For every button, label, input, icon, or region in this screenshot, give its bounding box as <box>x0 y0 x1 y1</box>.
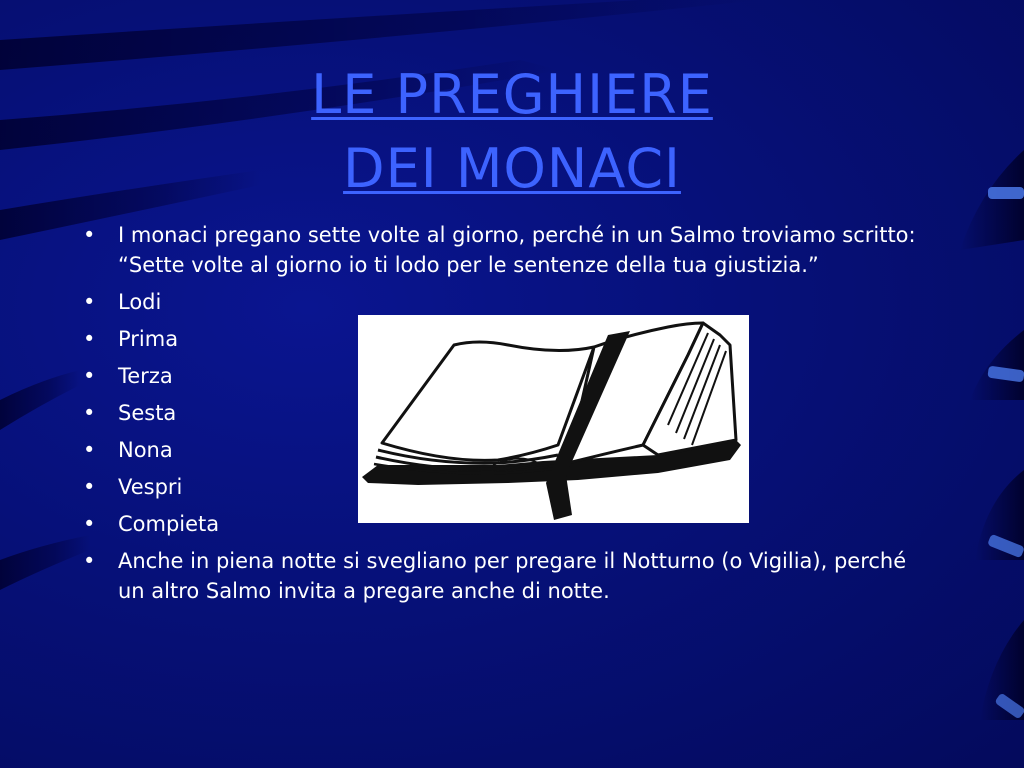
bullet-text: Nona <box>118 438 173 462</box>
title-line-1: LE PREGHIERE <box>311 63 713 126</box>
book-image <box>358 315 749 523</box>
bullet-text: Anche in piena notte si svegliano per pregare il Notturno (o Vigilia), perché un altro Salmo invita a pregare anche di notte. <box>118 549 907 603</box>
bullet-item <box>74 287 934 317</box>
bullet-symbol: • <box>83 512 96 536</box>
bullet-symbol: • <box>83 475 96 499</box>
open-book-icon <box>358 315 749 523</box>
bullet-text: I monaci pregano sette volte al giorno, perché in un Salmo troviamo scritto: “Sette volte al giorno io ti lodo per le sentenze della tua giustizia.” <box>118 223 916 277</box>
bullet-item <box>74 220 934 280</box>
bullet-text: Terza <box>118 364 173 388</box>
bullet-symbol: • <box>83 401 96 425</box>
bullet-text: Lodi <box>118 290 162 314</box>
bullet-symbol: • <box>83 223 96 247</box>
bullet-text: Prima <box>118 327 179 351</box>
bullet-symbol: • <box>83 438 96 462</box>
bullet-symbol: • <box>83 290 96 314</box>
bullet-item <box>74 546 934 606</box>
bullet-text: Sesta <box>118 401 177 425</box>
slide-title <box>0 58 1024 206</box>
bullet-symbol: • <box>83 549 96 573</box>
bullet-symbol: • <box>83 364 96 388</box>
bullet-text: Compieta <box>118 512 220 536</box>
title-line-2: DEI MONACI <box>343 137 681 200</box>
bullet-text: Vespri <box>118 475 183 499</box>
bullet-symbol: • <box>83 327 96 351</box>
